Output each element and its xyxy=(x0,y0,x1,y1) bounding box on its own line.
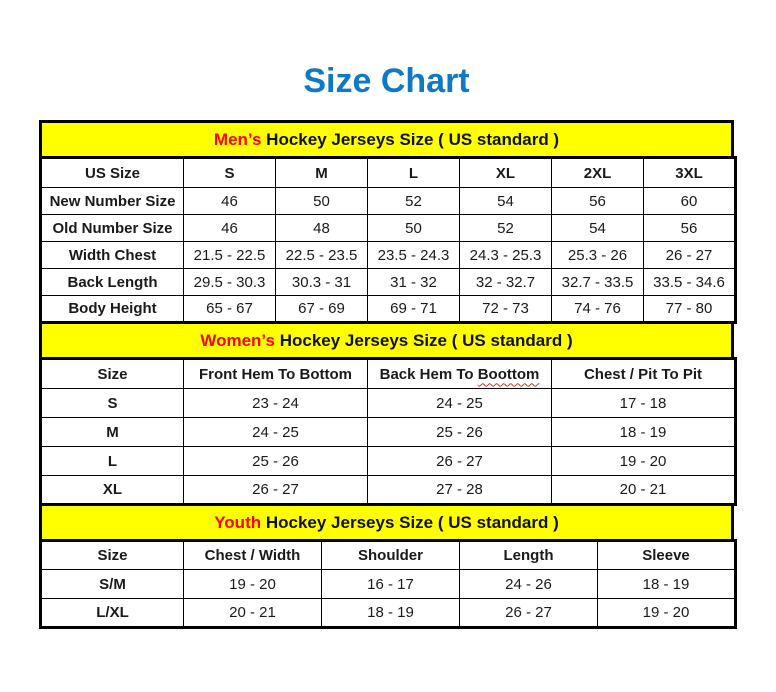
men-cell-value: 67 - 69 xyxy=(276,296,368,323)
women-table-row xyxy=(41,447,736,476)
men-cell-value: 77 - 80 xyxy=(644,296,736,323)
men-column-header: 2XL xyxy=(552,158,644,188)
women-table-row xyxy=(41,418,736,447)
men-cell-value: 56 xyxy=(552,188,644,215)
women-cell-value: 24 - 25 xyxy=(368,389,552,418)
men-row-label: Back Length xyxy=(41,269,184,296)
youth-section-highlight: Youth xyxy=(214,513,262,532)
youth-cell-value: 26 - 27 xyxy=(460,599,598,628)
men-column-header: L xyxy=(368,158,460,188)
men-table-row xyxy=(41,296,736,323)
men-cell-value: 46 xyxy=(184,215,276,242)
women-cell-value: 23 - 24 xyxy=(184,389,368,418)
men-size-table xyxy=(39,156,737,324)
men-column-header: M xyxy=(276,158,368,188)
men-cell-value: 48 xyxy=(276,215,368,242)
men-table-row xyxy=(41,188,736,215)
men-cell-value: 25.3 - 26 xyxy=(552,242,644,269)
women-section-highlight: Women’s xyxy=(200,331,275,350)
men-section-highlight: Men’s xyxy=(213,130,262,149)
women-cell-value: 26 - 27 xyxy=(184,476,368,505)
size-chart-tables xyxy=(39,120,734,629)
men-cell-value: 54 xyxy=(552,215,644,242)
men-cell-value: 46 xyxy=(184,188,276,215)
men-cell-value: 22.5 - 23.5 xyxy=(276,242,368,269)
youth-column-header: Size xyxy=(41,541,184,570)
women-table-row xyxy=(41,389,736,418)
men-section-header xyxy=(39,120,734,159)
youth-section-header xyxy=(39,503,734,542)
youth-header-row xyxy=(41,541,736,570)
men-cell-value: 33.5 - 34.6 xyxy=(644,269,736,296)
men-table-row xyxy=(41,242,736,269)
men-cell-value: 50 xyxy=(368,215,460,242)
women-row-label: XL xyxy=(41,476,184,505)
women-size-table xyxy=(39,357,737,506)
women-column-header: Back Hem To Boottom xyxy=(368,359,552,389)
men-cell-value: 52 xyxy=(460,215,552,242)
men-column-header: XL xyxy=(460,158,552,188)
men-cell-value: 65 - 67 xyxy=(184,296,276,323)
women-cell-value: 25 - 26 xyxy=(184,447,368,476)
youth-cell-value: 18 - 19 xyxy=(322,599,460,628)
youth-column-header: Chest / Width xyxy=(184,541,322,570)
women-section-title: Hockey Jerseys Size ( US standard ) xyxy=(274,331,573,350)
men-cell-value: 21.5 - 22.5 xyxy=(184,242,276,269)
men-cell-value: 31 - 32 xyxy=(368,269,460,296)
youth-column-header: Sleeve xyxy=(598,541,736,570)
women-section-header xyxy=(39,321,734,360)
men-cell-value: 23.5 - 24.3 xyxy=(368,242,460,269)
men-cell-value: 50 xyxy=(276,188,368,215)
youth-table-row xyxy=(41,570,736,599)
women-cell-value: 27 - 28 xyxy=(368,476,552,505)
youth-row-label: S/M xyxy=(41,570,184,599)
men-cell-value: 69 - 71 xyxy=(368,296,460,323)
youth-cell-value: 19 - 20 xyxy=(598,599,736,628)
women-row-label: M xyxy=(41,418,184,447)
women-cell-value: 25 - 26 xyxy=(368,418,552,447)
men-cell-value: 29.5 - 30.3 xyxy=(184,269,276,296)
men-cell-value: 26 - 27 xyxy=(644,242,736,269)
men-column-header: US Size xyxy=(41,158,184,188)
men-cell-value: 30.3 - 31 xyxy=(276,269,368,296)
men-cell-value: 56 xyxy=(644,215,736,242)
youth-section-title: Hockey Jerseys Size ( US standard ) xyxy=(261,513,559,532)
youth-cell-value: 18 - 19 xyxy=(598,570,736,599)
men-cell-value: 72 - 73 xyxy=(460,296,552,323)
women-table-row xyxy=(41,476,736,505)
youth-table-row xyxy=(41,599,736,628)
women-row-label: S xyxy=(41,389,184,418)
men-cell-value: 74 - 76 xyxy=(552,296,644,323)
men-section-title: Hockey Jerseys Size ( US standard ) xyxy=(261,130,560,149)
men-cell-value: 32 - 32.7 xyxy=(460,269,552,296)
men-row-label: Body Height xyxy=(41,296,184,323)
men-table-row xyxy=(41,269,736,296)
youth-row-label: L/XL xyxy=(41,599,184,628)
men-column-header: 3XL xyxy=(644,158,736,188)
women-cell-value: 20 - 21 xyxy=(552,476,736,505)
men-column-header: S xyxy=(184,158,276,188)
page-title: Size Chart xyxy=(303,62,470,100)
misspelled-word: Boottom xyxy=(477,365,540,383)
men-cell-value: 24.3 - 25.3 xyxy=(460,242,552,269)
women-cell-value: 26 - 27 xyxy=(368,447,552,476)
men-row-label: Width Chest xyxy=(41,242,184,269)
men-cell-value: 32.7 - 33.5 xyxy=(552,269,644,296)
men-table-row xyxy=(41,215,736,242)
women-header-row xyxy=(41,359,736,389)
women-cell-value: 17 - 18 xyxy=(552,389,736,418)
youth-cell-value: 20 - 21 xyxy=(184,599,322,628)
men-row-label: New Number Size xyxy=(41,188,184,215)
women-column-header: Size xyxy=(41,359,184,389)
women-cell-value: 24 - 25 xyxy=(184,418,368,447)
youth-size-table xyxy=(39,539,737,629)
women-column-header: Front Hem To Bottom xyxy=(184,359,368,389)
men-cell-value: 52 xyxy=(368,188,460,215)
youth-column-header: Shoulder xyxy=(322,541,460,570)
men-row-label: Old Number Size xyxy=(41,215,184,242)
women-cell-value: 19 - 20 xyxy=(552,447,736,476)
women-cell-value: 18 - 19 xyxy=(552,418,736,447)
youth-cell-value: 19 - 20 xyxy=(184,570,322,599)
men-header-row xyxy=(41,158,736,188)
youth-column-header: Length xyxy=(460,541,598,570)
women-column-header: Chest / Pit To Pit xyxy=(552,359,736,389)
youth-cell-value: 24 - 26 xyxy=(460,570,598,599)
men-cell-value: 54 xyxy=(460,188,552,215)
youth-cell-value: 16 - 17 xyxy=(322,570,460,599)
women-row-label: L xyxy=(41,447,184,476)
men-cell-value: 60 xyxy=(644,188,736,215)
